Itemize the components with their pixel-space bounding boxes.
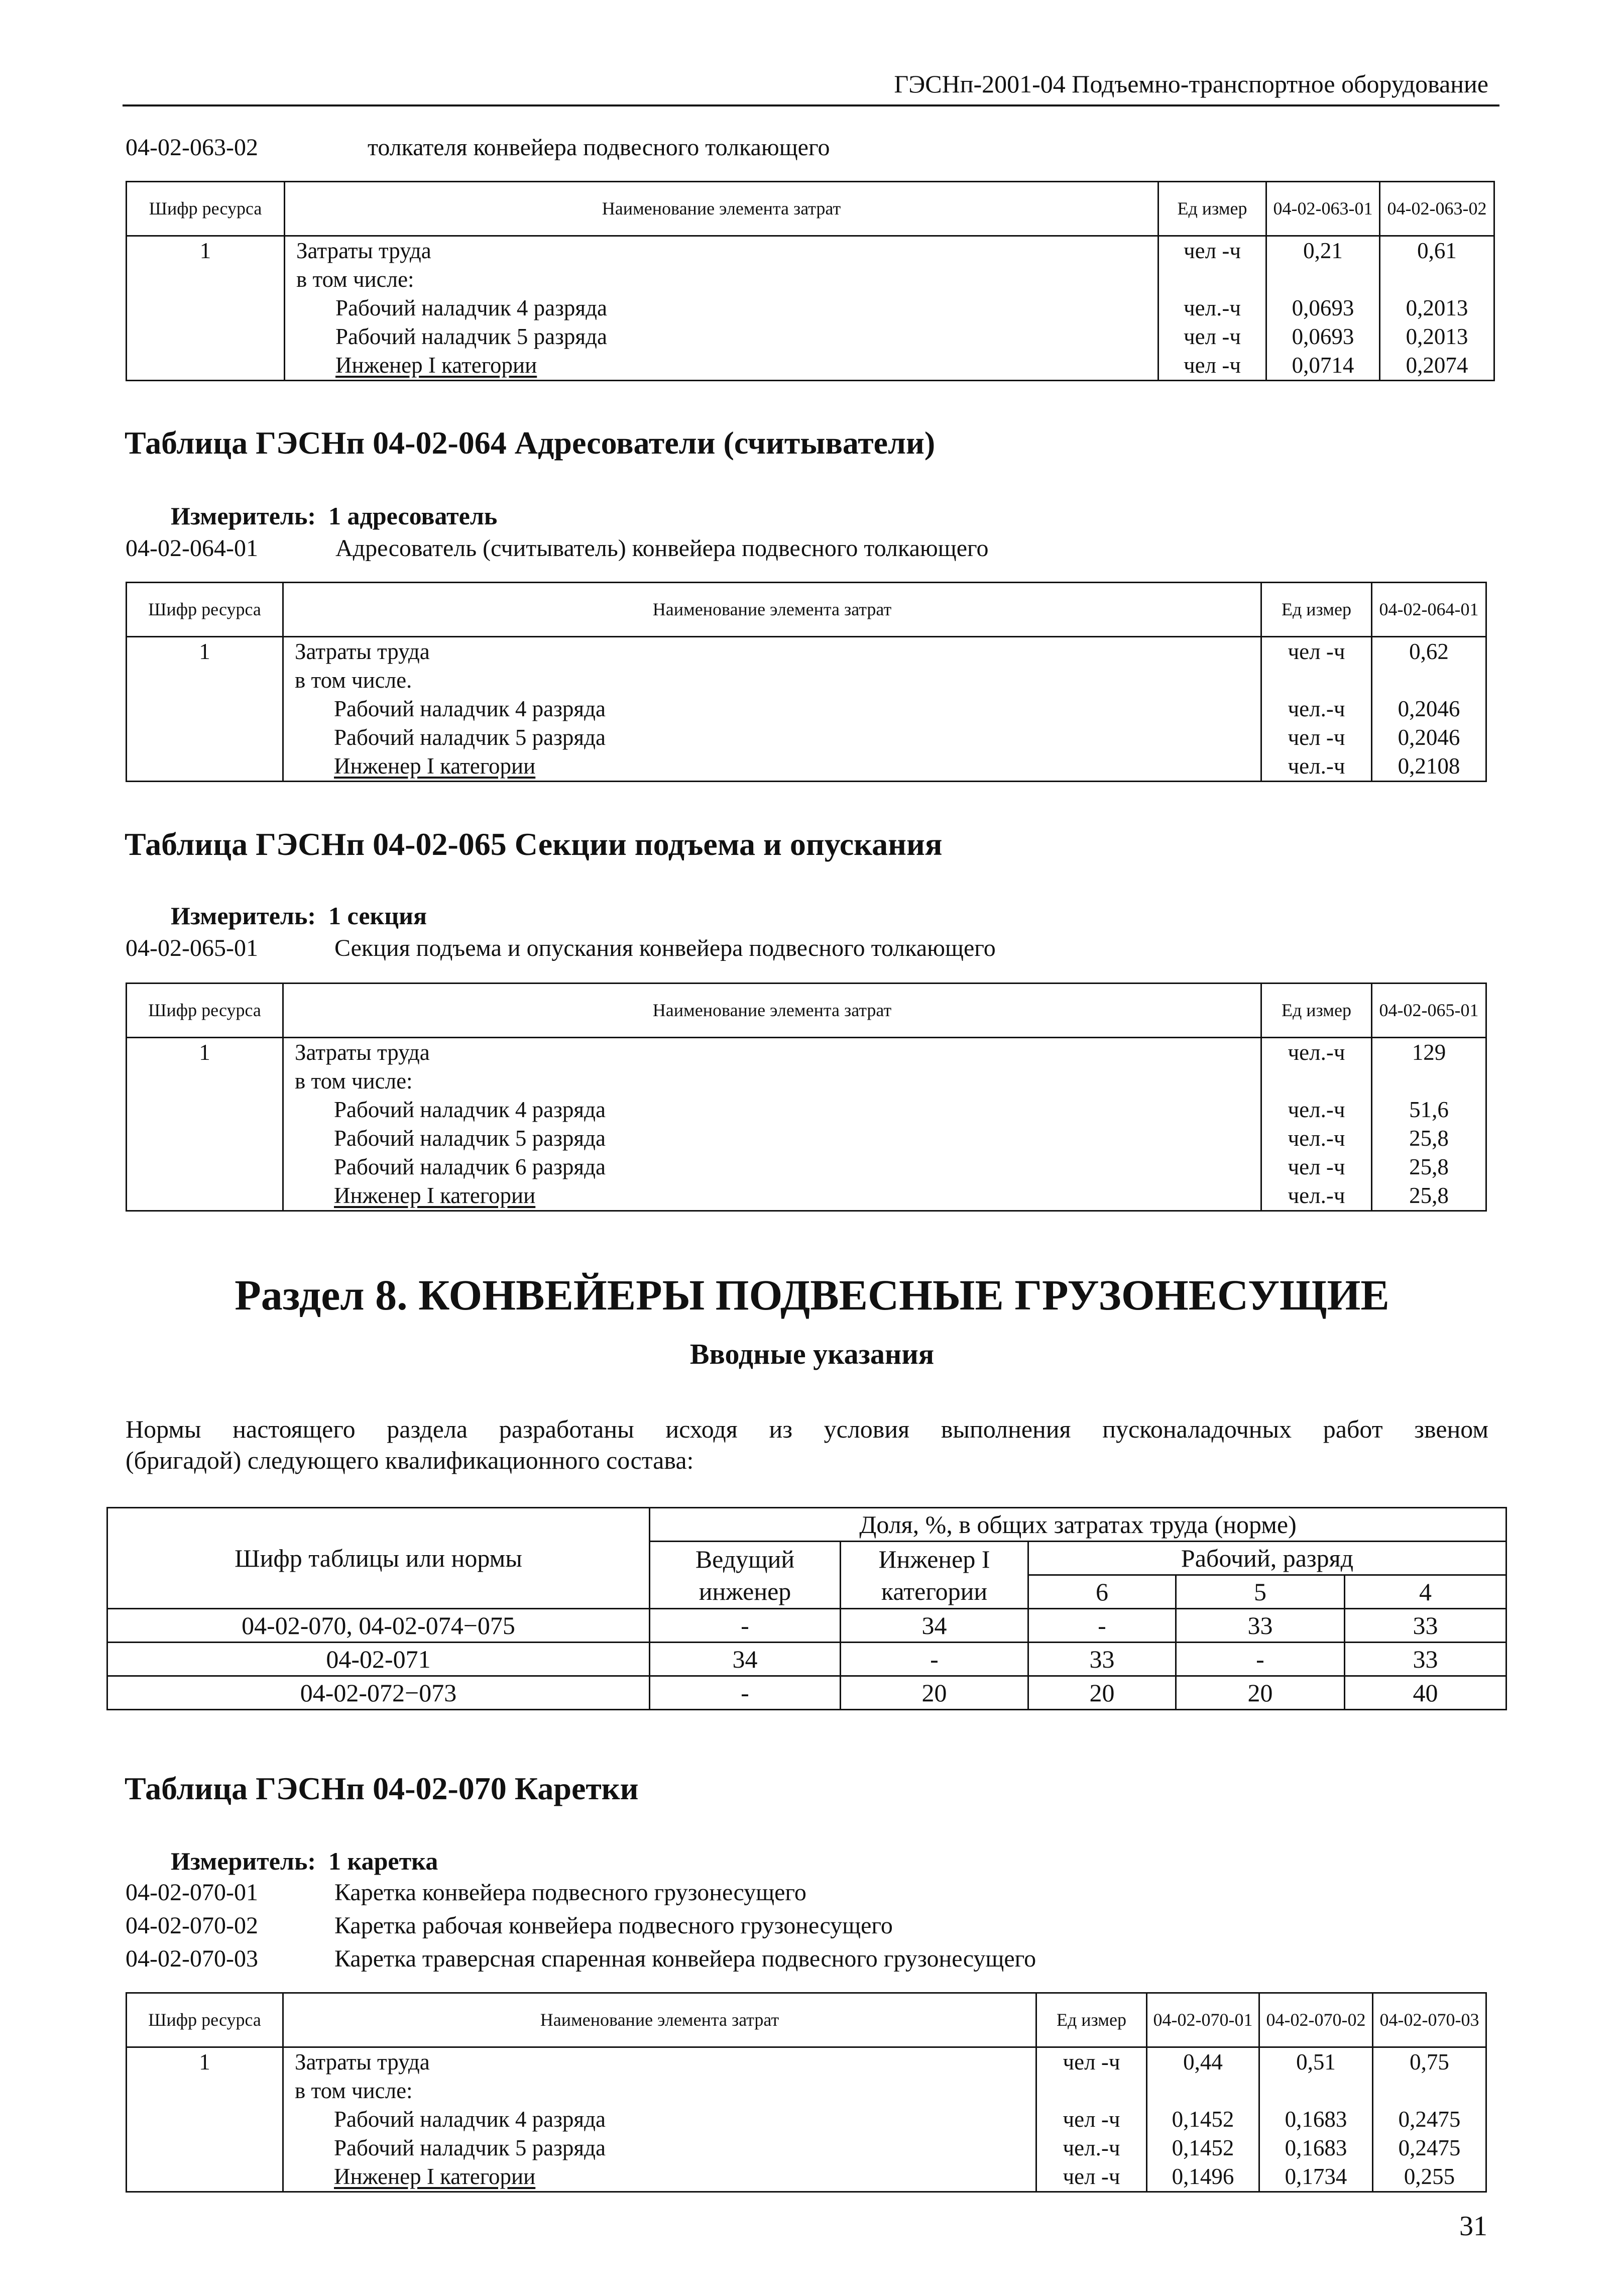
measure-value: 1 каретка (328, 1847, 438, 1875)
header-name: Наименование элемента затрат (283, 1993, 1036, 2047)
cell-name: Инженер I категории (285, 351, 1158, 381)
cell-name: Рабочий наладчик 5 разряда (283, 723, 1261, 752)
table-row (127, 752, 1486, 782)
header-unit: Ед измер (1261, 583, 1372, 637)
cell-unit: чел -ч (1261, 1153, 1372, 1181)
cell-value (1147, 2077, 1259, 2105)
cell-value: 0,0693 (1266, 322, 1380, 351)
norm-code: 04-02-070-02 (126, 1912, 258, 1939)
paragraph-line: (бригадой) следующего квалификационного состава: (126, 1446, 694, 1474)
cell-value: 20 (841, 1676, 1028, 1710)
cell-code: 04-02-070, 04-02-074−075 (107, 1609, 650, 1643)
cell-unit: чел -ч (1158, 236, 1266, 266)
header-grade: 5 (1176, 1575, 1345, 1609)
cell-value: 34 (650, 1643, 841, 1676)
cell-unit: чел.-ч (1261, 1124, 1372, 1153)
cell-name: Инженер I категории (283, 1181, 1261, 1211)
cell-value: 0,2013 (1380, 294, 1494, 322)
cell-code (127, 322, 285, 351)
table-row (127, 1038, 1486, 1067)
header-unit: Ед измер (1261, 984, 1372, 1038)
norm-description: Каретка рабочая конвейера подвесного грузонесущего (334, 1912, 893, 1939)
cell-unit (1261, 1067, 1372, 1096)
norm-description: толкателя конвейера подвесного толкающего (368, 134, 830, 161)
header-norm: 04-02-063-01 (1266, 182, 1380, 236)
norm-description: Секция подъема и опускания конвейера подвесного толкающего (334, 935, 996, 961)
paragraph-line: Нормы настоящего раздела разработаны исходя из условия выполнения пусконаладочных работ звеном (126, 1415, 1488, 1443)
header-grade: 6 (1028, 1575, 1176, 1609)
cell-name: Инженер I категории (283, 752, 1261, 782)
cell-value: 20 (1028, 1676, 1176, 1710)
cell-name: в том числе: (283, 2077, 1036, 2105)
cell-value: - (841, 1643, 1028, 1676)
table-row (127, 1181, 1486, 1211)
norm-description: Каретка конвейера подвесного грузонесущего (334, 1879, 806, 1906)
header-norm: 04-02-070-03 (1373, 1993, 1486, 2047)
header-name: Наименование элемента затрат (283, 583, 1261, 637)
cell-value: 0,2046 (1372, 695, 1486, 723)
cell-value: 0,21 (1266, 236, 1380, 266)
cell-code: 1 (127, 1038, 283, 1067)
resource-table-064 (126, 582, 1487, 782)
cell-name: Затраты труда (283, 637, 1261, 667)
header-unit: Ед измер (1158, 182, 1266, 236)
cell-unit: чел -ч (1261, 723, 1372, 752)
cell-value: 0,2013 (1380, 322, 1494, 351)
cell-unit: чел.-ч (1261, 1038, 1372, 1067)
norm-code: 04-02-063-02 (126, 134, 258, 161)
header-table-code: Шифр таблицы или нормы (107, 1508, 650, 1609)
cell-code (127, 265, 285, 294)
table-title: Таблица ГЭСНп 04-02-064 Адресователи (считыватели) (125, 425, 936, 461)
cell-code (127, 666, 283, 695)
cell-code: 1 (127, 2047, 283, 2077)
table-row (127, 236, 1494, 266)
cell-value (1373, 2077, 1486, 2105)
cell-unit: чел -ч (1158, 351, 1266, 381)
cell-value: 129 (1372, 1038, 1486, 1067)
intro-paragraph (126, 1413, 1488, 1476)
cell-value: 0,1683 (1259, 2105, 1373, 2134)
cell-code (127, 2162, 283, 2192)
cell-value: 0,2046 (1372, 723, 1486, 752)
table-row (127, 322, 1494, 351)
cell-value: 0,62 (1372, 637, 1486, 667)
cell-name: в том числе: (283, 1067, 1261, 1096)
norm-code: 04-02-070-03 (126, 1945, 258, 1972)
table-row (107, 1609, 1506, 1643)
header-unit: Ед измер (1036, 1993, 1147, 2047)
measure-label: Измеритель: (171, 1847, 316, 1875)
cell-name: в том числе. (283, 666, 1261, 695)
cell-name: Рабочий наладчик 5 разряда (283, 2134, 1036, 2162)
cell-name: Рабочий наладчик 4 разряда (283, 1096, 1261, 1124)
norm-code: 04-02-064-01 (126, 535, 258, 562)
cell-name: Затраты труда (283, 1038, 1261, 1067)
resource-table-063 (126, 181, 1495, 381)
cell-value: - (650, 1609, 841, 1643)
table-row (127, 2077, 1486, 2105)
table-row (127, 1067, 1486, 1096)
cell-name: Затраты труда (285, 236, 1158, 266)
cell-value: 25,8 (1372, 1124, 1486, 1153)
header-norm: 04-02-065-01 (1372, 984, 1486, 1038)
resource-table-065 (126, 983, 1487, 1212)
cell-code (127, 2134, 283, 2162)
cell-value: 33 (1345, 1643, 1506, 1676)
cell-name: Затраты труда (283, 2047, 1036, 2077)
cell-value: 0,1452 (1147, 2105, 1259, 2134)
cell-code (127, 1181, 283, 1211)
cell-value: 0,1734 (1259, 2162, 1373, 2192)
cell-value (1266, 265, 1380, 294)
header-norm: 04-02-070-02 (1259, 1993, 1373, 2047)
cell-code (127, 723, 283, 752)
header-code: Шифр ресурса (127, 583, 283, 637)
cell-name: Рабочий наладчик 4 разряда (283, 2105, 1036, 2134)
cell-unit: чел.-ч (1261, 752, 1372, 782)
cell-value: 51,6 (1372, 1096, 1486, 1124)
header-code: Шифр ресурса (127, 182, 285, 236)
table-title: Таблица ГЭСНп 04-02-070 Каретки (125, 1771, 639, 1806)
section-subtitle: Вводные указания (689, 1338, 935, 1370)
cell-value (1372, 666, 1486, 695)
cell-code (127, 351, 285, 381)
cell-value: 25,8 (1372, 1181, 1486, 1211)
table-row (127, 666, 1486, 695)
cell-value: 0,2475 (1373, 2105, 1486, 2134)
cell-unit: чел.-ч (1261, 1096, 1372, 1124)
header-share: Доля, %, в общих затратах труда (норме) (650, 1508, 1506, 1542)
table-row (127, 723, 1486, 752)
page-number: 31 (1459, 2211, 1487, 2242)
cell-unit (1158, 265, 1266, 294)
cell-unit: чел.-ч (1158, 294, 1266, 322)
table-row (127, 265, 1494, 294)
cell-value: 0,0714 (1266, 351, 1380, 381)
header-norm: 04-02-063-02 (1380, 182, 1494, 236)
cell-value: 0,2108 (1372, 752, 1486, 782)
cell-unit: чел -ч (1036, 2105, 1147, 2134)
header-code: Шифр ресурса (127, 984, 283, 1038)
cell-code (127, 752, 283, 782)
cell-code: 1 (127, 637, 283, 667)
norm-code: 04-02-070-01 (126, 1879, 258, 1906)
cell-code: 04-02-072−073 (107, 1676, 650, 1710)
cell-code (127, 1096, 283, 1124)
cell-value (1259, 2077, 1373, 2105)
table-row (127, 351, 1494, 381)
cell-value: - (1028, 1609, 1176, 1643)
cell-value: 0,1683 (1259, 2134, 1373, 2162)
table-row (127, 2105, 1486, 2134)
resource-table-070 (126, 1992, 1487, 2193)
cell-unit: чел -ч (1036, 2047, 1147, 2077)
cell-name: в том числе: (285, 265, 1158, 294)
table-row (127, 1096, 1486, 1124)
cell-name: Рабочий наладчик 4 разряда (283, 695, 1261, 723)
table-title: Таблица ГЭСНп 04-02-065 Секции подъема и опускания (125, 826, 943, 862)
cell-value: 34 (841, 1609, 1028, 1643)
cell-unit: чел.-ч (1261, 695, 1372, 723)
cell-value (1380, 265, 1494, 294)
cell-value: 0,75 (1373, 2047, 1486, 2077)
table-row (127, 294, 1494, 322)
cell-code: 04-02-071 (107, 1643, 650, 1676)
cell-code (127, 1067, 283, 1096)
measure-value: 1 секция (328, 902, 427, 930)
header-grade: 4 (1345, 1575, 1506, 1609)
cell-unit (1261, 666, 1372, 695)
cell-value: 33 (1345, 1609, 1506, 1643)
cell-unit: чел.-ч (1261, 1181, 1372, 1211)
table-row (107, 1676, 1506, 1710)
section-title: Раздел 8. КОНВЕЙЕРЫ ПОДВЕСНЫЕ ГРУЗОНЕСУЩИЕ (235, 1271, 1389, 1319)
cell-unit: чел -ч (1036, 2162, 1147, 2192)
header-engineer: Инженер I категории (841, 1542, 1028, 1609)
norm-code: 04-02-065-01 (126, 935, 258, 961)
cell-value: 33 (1176, 1609, 1345, 1643)
cell-value: 33 (1028, 1643, 1176, 1676)
table-row (127, 637, 1486, 667)
cell-value: 0,51 (1259, 2047, 1373, 2077)
measure-label: Измеритель: (171, 502, 316, 530)
header-worker-grade: Рабочий, разряд (1028, 1542, 1506, 1575)
cell-value: 0,61 (1380, 236, 1494, 266)
table-row (127, 1124, 1486, 1153)
cell-code (127, 2105, 283, 2134)
norm-description: Каретка траверсная спаренная конвейера подвесного грузонесущего (334, 1945, 1036, 1972)
cell-value: - (1176, 1643, 1345, 1676)
cell-code (127, 294, 285, 322)
cell-value: 0,44 (1147, 2047, 1259, 2077)
cell-value: - (650, 1676, 841, 1710)
cell-value: 40 (1345, 1676, 1506, 1710)
cell-value: 0,2074 (1380, 351, 1494, 381)
table-row (127, 2047, 1486, 2077)
cell-name: Рабочий наладчик 4 разряда (285, 294, 1158, 322)
cell-value (1372, 1067, 1486, 1096)
measure-line (171, 1846, 438, 1876)
norm-description: Адресователь (считыватель) конвейера подвесного толкающего (335, 535, 989, 562)
cell-value: 0,0693 (1266, 294, 1380, 322)
cell-code: 1 (127, 236, 285, 266)
table-row (127, 2162, 1486, 2192)
cell-unit: чел -ч (1158, 322, 1266, 351)
header-lead-engineer: Ведущий инженер (650, 1542, 841, 1609)
cell-name: Рабочий наладчик 5 разряда (283, 1124, 1261, 1153)
table-row (127, 1153, 1486, 1181)
header-rule (123, 104, 1499, 106)
measure-value: 1 адресователь (328, 502, 498, 530)
cell-name: Инженер I категории (283, 2162, 1036, 2192)
cell-unit (1036, 2077, 1147, 2105)
table-row (127, 2134, 1486, 2162)
cell-value: 0,255 (1373, 2162, 1486, 2192)
cell-unit: чел.-ч (1036, 2134, 1147, 2162)
cell-unit: чел -ч (1261, 637, 1372, 667)
table-row (127, 695, 1486, 723)
cell-code (127, 2077, 283, 2105)
header-code: Шифр ресурса (127, 1993, 283, 2047)
cell-value: 20 (1176, 1676, 1345, 1710)
table-row (107, 1643, 1506, 1676)
cell-name: Рабочий наладчик 5 разряда (285, 322, 1158, 351)
cell-code (127, 695, 283, 723)
cell-value: 25,8 (1372, 1153, 1486, 1181)
qualification-table (106, 1507, 1507, 1710)
cell-code (127, 1153, 283, 1181)
cell-value: 0,2475 (1373, 2134, 1486, 2162)
measure-line (171, 901, 427, 930)
measure-line (171, 501, 497, 530)
header-norm: 04-02-070-01 (1147, 1993, 1259, 2047)
header-norm: 04-02-064-01 (1372, 583, 1486, 637)
cell-value: 0,1452 (1147, 2134, 1259, 2162)
cell-code (127, 1124, 283, 1153)
cell-value: 0,1496 (1147, 2162, 1259, 2192)
cell-name: Рабочий наладчик 6 разряда (283, 1153, 1261, 1181)
header-name: Наименование элемента затрат (283, 984, 1261, 1038)
header-name: Наименование элемента затрат (285, 182, 1158, 236)
running-header: ГЭСНп-2001-04 Подъемно-транспортное оборудование (894, 70, 1488, 98)
measure-label: Измеритель: (171, 902, 316, 930)
